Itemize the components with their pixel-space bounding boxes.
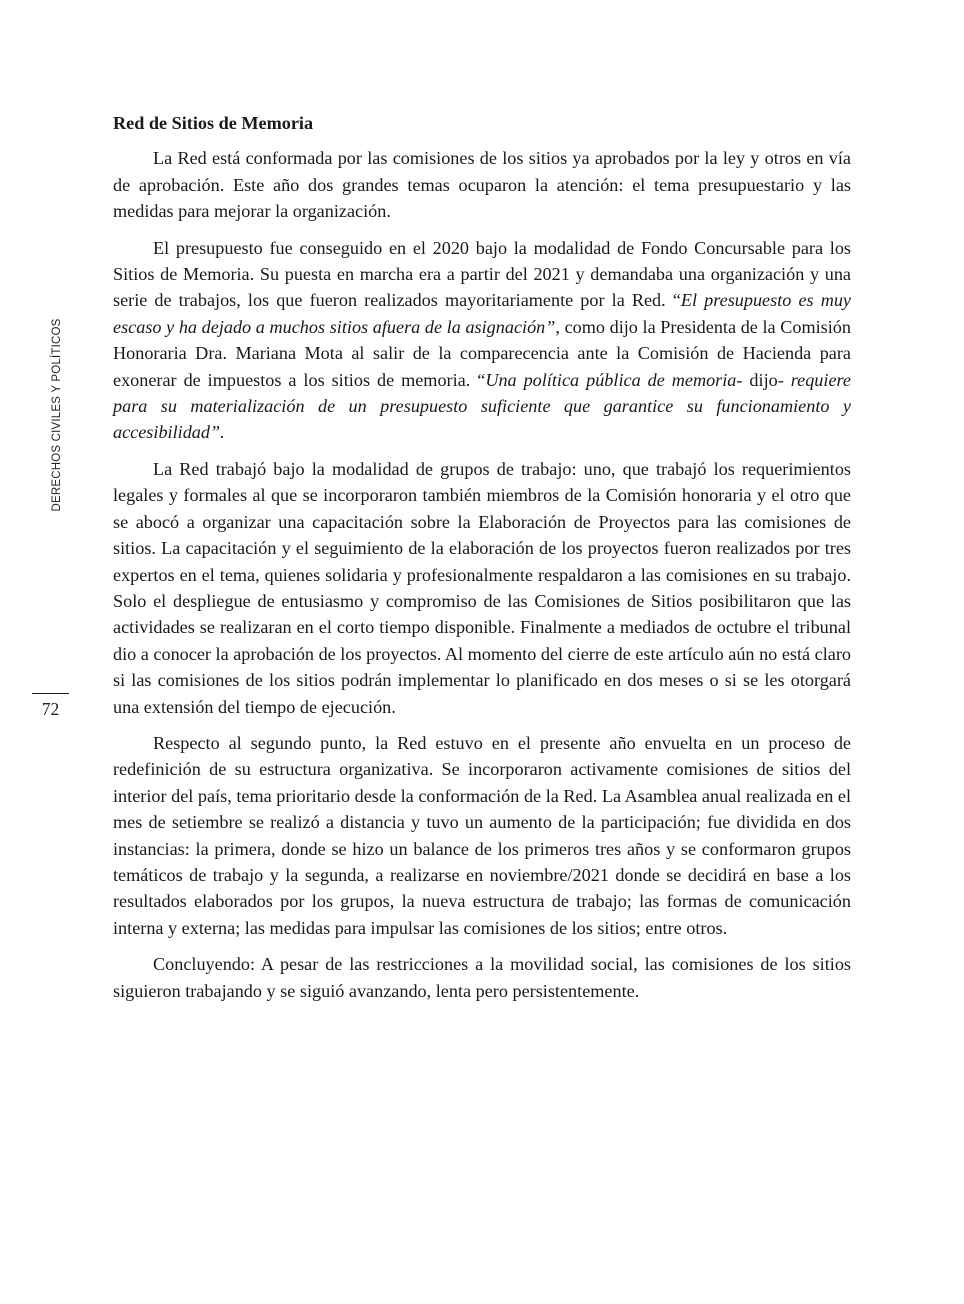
section-label-text: DERECHOS CIVILES Y POLÍTICOS	[51, 318, 63, 512]
paragraph-2-text-1: El presupuesto fue conseguido en el 2020 bajo la modalidad de Fondo Concursable para los Sitios de Memoria. Su puesta en marcha era a partir del 2021 y demandaba una organización y una serie de trabajos, los que fueron realizados mayoritariamente por la Red. “	[113, 237, 851, 311]
quote-politica-publica: Una política pública de memoria-	[485, 369, 743, 390]
paragraph-3: La Red trabajó bajo la modalidad de grupos de trabajo: uno, que trabajó los requerimientos legales y formales al que se incorporaron también miembros de la Comisión honoraria y el otro que se abocó a organizar una capacitación sobre la Elaboración de Proyectos para las comisiones de sitios. La capacitación y el seguimiento de la elaboración de los proyectos fueron realizados por tres expertos en el tema, quienes solidaria y profesionalmente respaldaron a las comisiones en su trabajo. Solo el despliegue de entusiasmo y compromiso de las Comisiones de Sitios posibilitaron que las actividades se realizaran en el corto tiempo disponible. Finalmente a mediados de octubre el tribunal dio a conocer la aprobación de los proyectos. Al momento del cierre de este artículo aún no está claro si las comisiones de los sitios podrán implementar lo planificado en dos meses o si se les otorgará una extensión del tiempo de ejecución.	[113, 458, 851, 717]
section-heading: Red de Sitios de Memoria	[113, 113, 314, 133]
page-number: 72	[41, 699, 60, 719]
paragraph-5: Concluyendo: A pesar de las restricciones a la movilidad social, las comisiones de los sitios siguieron trabajando y se siguió avanzando, lenta pero persistentemente.	[113, 954, 851, 1001]
paragraph-2-text-2: , como dijo la Presidenta de la Comisión Honoraria Dra. Mariana Mota al salir de la comparecencia ante la Comisión de Hacienda para exonerar de impuestos a los sitios de memoria. “	[113, 316, 851, 390]
paragraph-1: La Red está conformada por las comisiones de los sitios ya aprobados por la ley y otros en vía de aprobación. Este año dos grandes temas ocuparon la atención: el tema presupuestario y las medidas para mejorar la organización.	[113, 148, 851, 222]
paragraph-2-text-3: dijo-	[742, 369, 791, 390]
paragraph-4: Respecto al segundo punto, la Red estuvo en el presente año envuelta en un proceso de redefinición de su estructura organizativa. Se incorporaron activamente comisiones de sitios del interior del país, tema prioritario desde la conformación de la Red. La Asamblea anual realizada en el mes de setiembre se realizó a distancia y tuvo un aumento de la participación; fue dividida en dos instancias: la primera, donde se hizo un balance de los primeros tres años y se conformaron grupos temáticos de trabajo y la segunda, a realizarse en noviembre/2021 donde se decidirá en base a los resultados elaborados por los grupos, la nueva estructura de trabajo; las formas de comunicación interna y externa; las medidas para impulsar las comisiones de los sitios; entre otros.	[113, 732, 851, 938]
page-number-rule	[32, 693, 69, 694]
running-section-label	[47, 315, 67, 515]
article-body	[113, 110, 851, 1014]
quote-presupuesto: El presupuesto es muy escaso y ha dejado a muchos sitios afuera de la asignación”	[113, 290, 851, 337]
paragraph-2	[113, 235, 851, 446]
quote-requiere: requiere para su materialización de un presupuesto suficiente que garantice su funcionamiento y accesibilidad”.	[113, 369, 851, 443]
